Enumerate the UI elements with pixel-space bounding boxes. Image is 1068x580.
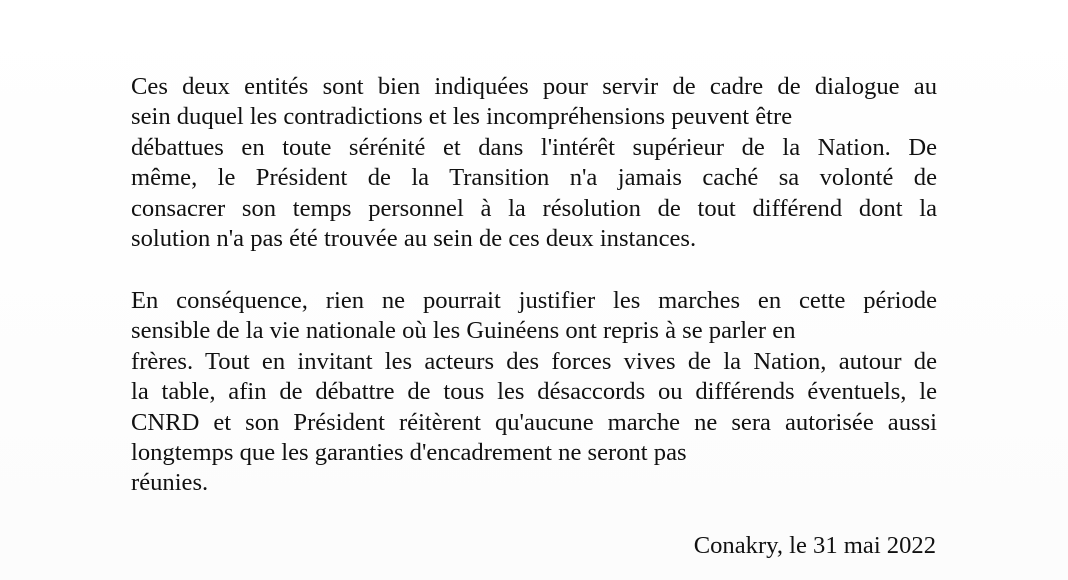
- paragraph-dialogue: [131, 72, 937, 254]
- text-line: sein duquel les contradictions et les incompréhensions peuvent être: [131, 103, 793, 131]
- text-line: consacrer son temps personnel à la résolution de tout différend dont la: [131, 194, 937, 222]
- text-line: CNRD et son Président réitèrent qu'aucune marche ne sera autorisée aussi: [131, 408, 937, 436]
- text-line: sensible de la vie nationale où les Guinéens ont repris à se parler en: [131, 317, 796, 345]
- text-line: même, le Président de la Transition n'a jamais caché sa volonté de: [131, 164, 937, 192]
- text-line: solution n'a pas été trouvée au sein de ces deux instances.: [131, 225, 697, 253]
- text-line: frères. Tout en invitant les acteurs des forces vives de la Nation, autour de: [131, 347, 937, 375]
- place-date-signature: Conakry, le 31 mai 2022: [693, 532, 936, 559]
- text-line: débattues en toute sérénité et dans l'intérêt supérieur de la Nation. De: [131, 133, 937, 161]
- text-line: Ces deux entités sont bien indiquées pour servir de cadre de dialogue au: [131, 73, 937, 100]
- text-line: En conséquence, rien ne pourrait justifier les marches en cette période: [131, 287, 937, 314]
- paragraph-consequence: [131, 286, 937, 499]
- text-line: longtemps que les garanties d'encadrement ne seront pas: [131, 439, 687, 467]
- text-line: la table, afin de débattre de tous les désaccords ou différends éventuels, le: [131, 378, 937, 406]
- text-line: réunies.: [131, 469, 209, 497]
